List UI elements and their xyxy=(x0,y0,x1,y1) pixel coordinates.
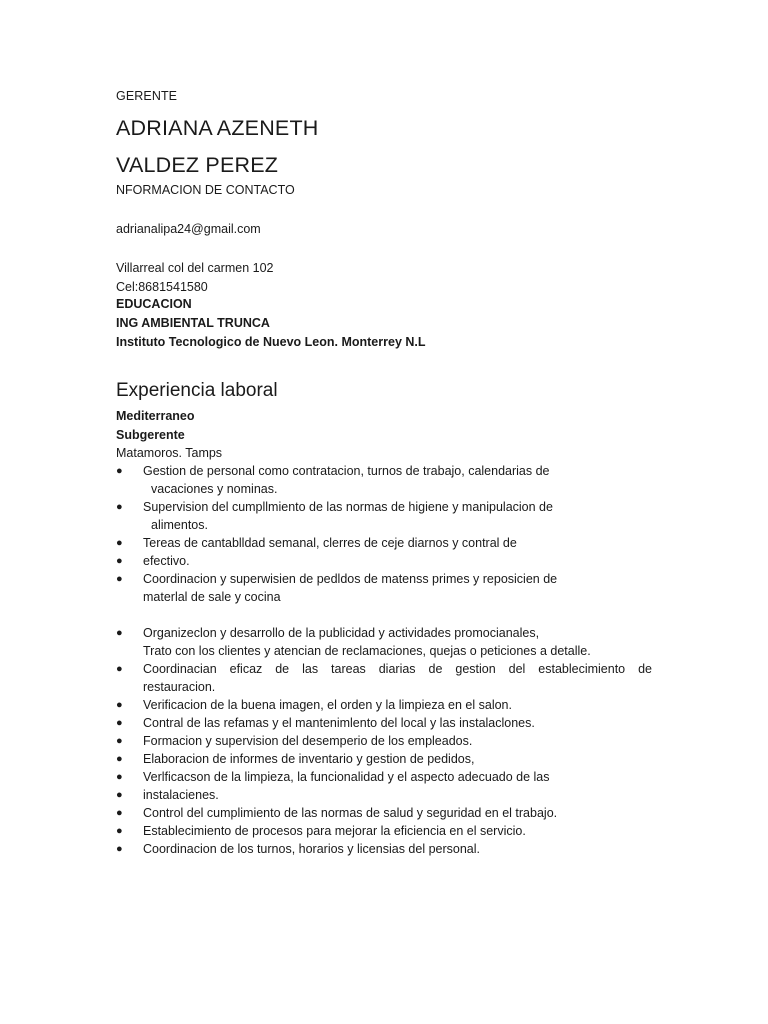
list-item xyxy=(116,570,652,606)
list-item xyxy=(116,462,652,498)
list-item-text-continued: Trato con los clientes y atencian de reclamaciones, quejas o peticiones a detalle. xyxy=(143,644,591,658)
list-item xyxy=(116,840,652,858)
list-item xyxy=(116,786,652,804)
resume-content xyxy=(116,88,652,858)
education-heading: EDUCACION xyxy=(116,297,192,311)
list-item-text: Elaboracion de informes de inventario y gestion de pedidos, xyxy=(143,752,475,766)
bullet-icon: ● xyxy=(116,573,123,585)
list-item-text: Verlficacson de la limpieza, la funcionalidad y el aspecto adecuado de las xyxy=(143,770,550,784)
list-item xyxy=(116,714,652,732)
bullet-icon: ● xyxy=(116,465,123,477)
list-item-text-continued: materlal de sale y cocina xyxy=(143,590,281,604)
list-item-text-continued: restauracion. xyxy=(143,680,216,694)
bullet-icon: ● xyxy=(116,717,123,729)
list-item xyxy=(116,534,652,552)
list-item-text: Coordinacian eficaz de las tareas diarias de gestion del establecimiento de xyxy=(143,662,652,676)
duties-list-2 xyxy=(116,624,652,858)
list-item xyxy=(116,822,652,840)
bullet-icon: ● xyxy=(116,735,123,747)
education-degree: ING AMBIENTAL TRUNCA xyxy=(116,316,270,330)
list-item-text: Establecimiento de procesos para mejorar la eficiencia en el servicio. xyxy=(143,824,526,838)
bullet-icon: ● xyxy=(116,501,123,513)
job-location: Matamoros. Tamps xyxy=(116,446,223,460)
list-item-text: Control del cumplimiento de las normas de salud y seguridad en el trabajo. xyxy=(143,806,558,820)
list-item xyxy=(116,660,652,696)
list-item xyxy=(116,696,652,714)
list-item-text-continued: alimentos. xyxy=(151,518,208,532)
phone-text: Cel:8681541580 xyxy=(116,280,208,294)
bullet-icon: ● xyxy=(116,663,123,675)
list-item-text: efectivo. xyxy=(143,554,190,568)
position-title: Subgerente xyxy=(116,427,185,442)
company-name: Mediterraneo xyxy=(116,409,195,423)
list-item-text: Coordinacion de los turnos, horarios y licensias del personal. xyxy=(143,842,480,856)
job-role: GERENTE xyxy=(116,89,178,103)
address-text: Villarreal col del carmen 102 xyxy=(116,261,274,275)
list-item xyxy=(116,804,652,822)
education-institution: Instituto Tecnologico de Nuevo Leon. Monterrey N.L xyxy=(116,335,426,349)
contact-heading: NFORMACION DE CONTACTO xyxy=(116,183,295,197)
bullet-icon: ● xyxy=(116,627,123,639)
bullet-icon: ● xyxy=(116,807,123,819)
list-item-text: Contral de las refamas y el mantenimlento del local y las instalaclones. xyxy=(143,716,535,730)
list-item-text: instalacienes. xyxy=(143,788,219,802)
list-item-text: Formacion y supervision del desemperio de los empleados. xyxy=(143,734,473,748)
list-item-text-continued: vacaciones y nominas. xyxy=(151,482,278,496)
list-item xyxy=(116,624,652,660)
list-item-text: Gestion de personal como contratacion, turnos de trabajo, calendarias de xyxy=(143,464,550,478)
list-item xyxy=(116,552,652,570)
bullet-icon: ● xyxy=(116,537,123,549)
list-item xyxy=(116,768,652,786)
bullet-icon: ● xyxy=(116,771,123,783)
list-item-text: Organizeclon y desarrollo de la publicidad y actividades promocianales, xyxy=(143,626,540,640)
bullet-icon: ● xyxy=(116,753,123,765)
bullet-icon: ● xyxy=(116,555,123,567)
list-item xyxy=(116,498,652,534)
bullet-icon: ● xyxy=(116,699,123,711)
email-text: adrianalipa24@gmail.com xyxy=(116,222,261,236)
full-name-line-1: ADRIANA AZENETH xyxy=(116,116,319,140)
list-item xyxy=(116,732,652,750)
full-name-line-2: VALDEZ PEREZ xyxy=(116,153,279,177)
list-item-text: Tereas de cantablldad semanal, clerres de ceje diarnos y contral de xyxy=(143,536,517,550)
list-item-text: Supervision del cumpllmiento de las normas de higiene y manipulacion de xyxy=(143,500,553,514)
bullet-icon: ● xyxy=(116,789,123,801)
duties-list-1 xyxy=(116,462,652,606)
experience-heading: Experiencia laboral xyxy=(116,380,278,401)
bullet-icon: ● xyxy=(116,843,123,855)
spacer xyxy=(116,606,652,624)
list-item-text: Coordinacion y superwisien de pedldos de matenss primes y reposicien de xyxy=(143,572,558,586)
bullet-icon: ● xyxy=(116,825,123,837)
list-item-text: Verificacion de la buena imagen, el orden y la limpieza en el salon. xyxy=(143,698,512,712)
list-item xyxy=(116,750,652,768)
